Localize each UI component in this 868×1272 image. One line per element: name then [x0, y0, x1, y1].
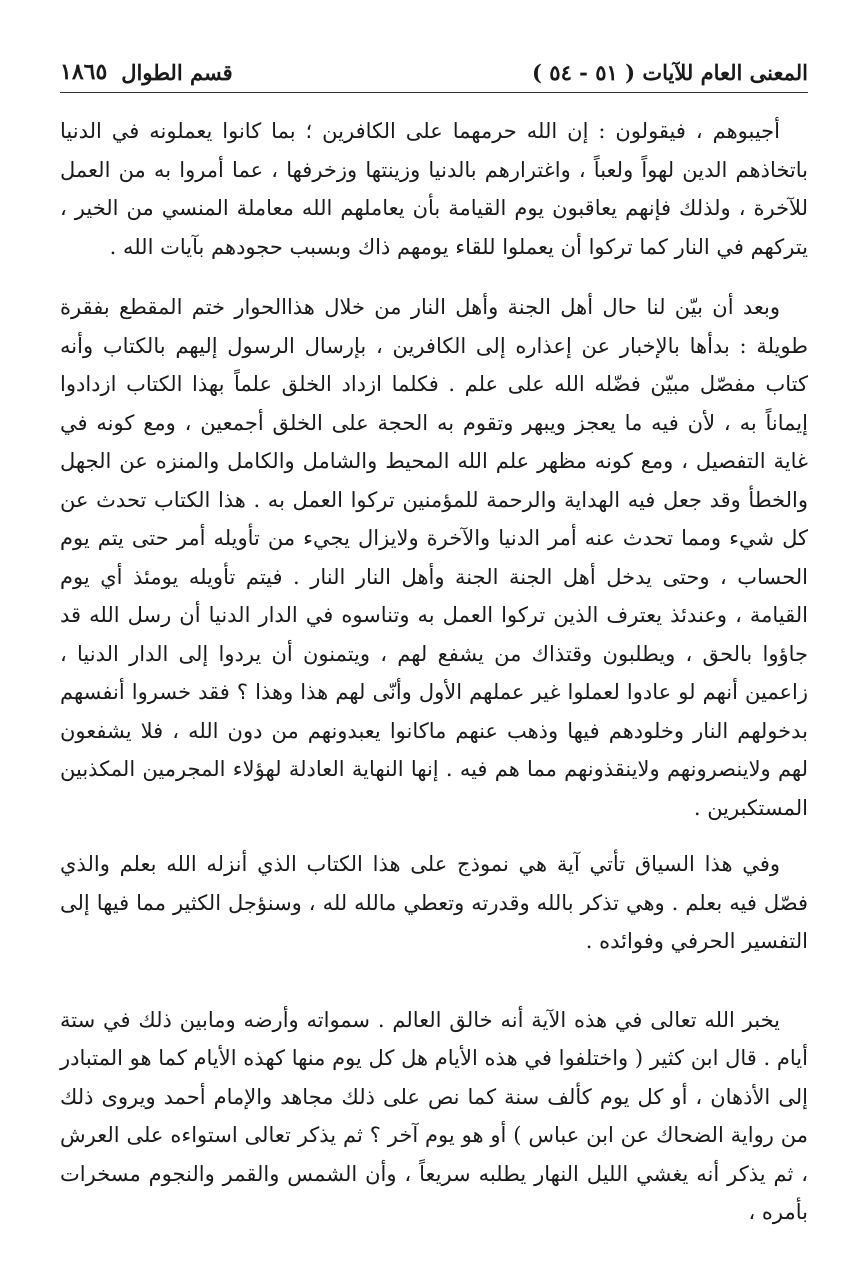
paragraph-2: وبعد أن بيّن لنا حال أهل الجنة وأهل النار من خلال هذاالحوار ختم المقطع بفقرة طويلة : بدأها بالإخبار عن إعذاره إلى الكافرين ، بإرسال الرسول إليهم بالكتاب وأنه كتاب مفصّل مبيّن فضّله الله على علم . فكلما ازداد الخلق علماً بهذا الكتاب ازدادوا إيماناً به ، لأن فيه ما يعجز ويبهر وتقوم به الحجة على الخلق أجمعين ، ومع كونه في غاية التفصيل ، ومع كونه مظهر علم الله المحيط والشامل والكامل والمنزه عن الجهل والخطأ وقد جعل فيه الهداية والرحمة للمؤمنين تركوا العمل به . هذا الكتاب تحدث عن كل شيء ومما تحدث عنه أمر الدنيا والآخرة ولايزال يجيء من تأويله أمر حتى يتم يوم الحساب ، وحتى يدخل أهل الجنة الجنة وأهل النار النار . فيتم تأويله يومئذ أي يوم القيامة ، وعندئذ يعترف الذين تركوا العمل به وتناسوه في الدار الدنيا أن رسل الله قد جاؤوا بالحق ، ويطلبون وقتذاك من يشفع لهم ، ويتمنون أن يردوا إلى الدار الدنيا ، زاعمين أنهم لو عادوا لعملوا غير عملهم الأول وأنّى لهم هذا وهذا ؟ فقد خسروا أنفسهم بدخولهم النار وخلودهم فيها وذهب عنهم ماكانوا يعبدونهم من دون الله ، فلا يشفعون لهم ولاينصرونهم ولاينقذونهم مما هم فيه . إنها النهاية العادلة لهؤلاء المجرمين المكذبين المستكبرين .: [60, 295, 808, 820]
paragraph-4: يخبر الله تعالى في هذه الآية أنه خالق العالم . سمواته وأرضه ومابين ذلك في ستة أيام . قال ابن كثير ( واختلفوا في هذه الأيام هل كل يوم منها كهذه الأيام كما هو المتبادر إلى الأذهان ، أو كل يوم كألف سنة كما نص على ذلك مجاهد والإمام أحمد ويروى ذلك من رواية الضحاك عن ابن عباس ) أو هو يوم آخر ؟ ثم يذكر تعالى استواءه على العرش ، ثم يذكر أنه يغشي الليل النهار يطلبه سريعاً ، وأن الشمس والقمر والنجوم مسخرات بأمره ،: [60, 1007, 808, 1224]
page-body: [60, 112, 808, 1232]
header-meta: [60, 59, 233, 85]
paragraph-3: وفي هذا السياق تأتي آية هي نموذج على هذا الكتاب الذي أنزله الله بعلم والذي فصّل فيه بعلم . وهي تذكر بالله وقدرته وتعطي مالله لله ، وسنؤجل الكثير مما فيها إلى التفسير الحرفي وفوائده .: [60, 852, 808, 953]
section-name: قسم الطوال: [121, 59, 233, 85]
paragraph-1: أجيبوهم ، فيقولون : إن الله حرمهما على الكافرين ؛ بما كانوا يعملونه في الدنيا باتخاذهم الدين لهواً ولعباً ، واغترارهم بالدنيا وزينتها وزخرفها ، عما أمروا به من العمل للآخرة ، ولذلك فإنهم يعاقبون يوم القيامة بأن يعاملهم الله معاملة المنسي من الخير ، يتركهم في النار كما تركوا أن يعملوا للقاء يومهم ذاك وبسبب حجودهم بآيات الله .: [60, 119, 808, 259]
page-header: [60, 52, 808, 93]
chapter-title: المعنى العام للآيات ( ٥١ - ٥٤ ): [532, 59, 808, 85]
page-number: ١٨٦٥: [60, 59, 108, 85]
